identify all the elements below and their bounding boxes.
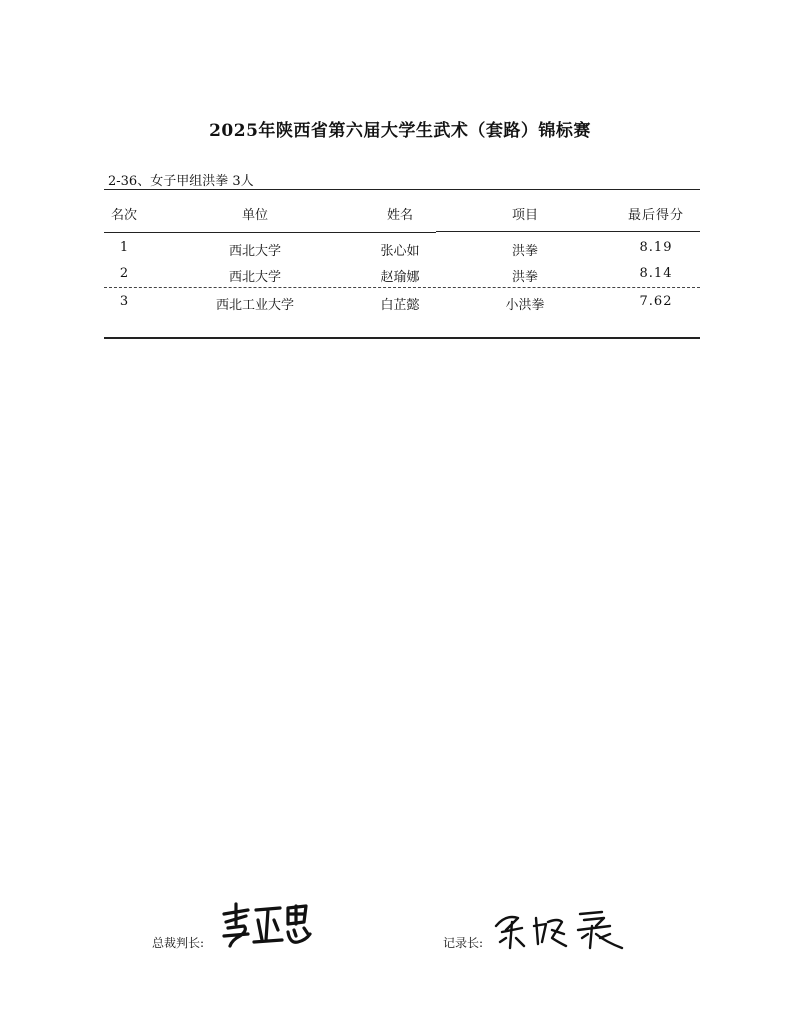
- header-rank: 名次: [110, 208, 137, 223]
- recorder-signature: [492, 908, 628, 952]
- table-bottom-rule: [104, 337, 700, 339]
- event-subtitle: 2-36、女子甲组洪拳 3人: [108, 174, 254, 189]
- recorder-label: 记录长:: [443, 936, 484, 950]
- page-title: 2025年陕西省第六届大学生武术（套路）锦标赛: [209, 121, 591, 141]
- row-item: 洪拳: [511, 270, 538, 285]
- row-unit: 西北大学: [228, 270, 281, 285]
- row-rank: 2: [119, 266, 129, 281]
- row-unit: 西北工业大学: [215, 298, 294, 313]
- row-rank: 3: [119, 294, 129, 309]
- row-rank: 1: [119, 240, 129, 255]
- row-score: 8.19: [639, 240, 673, 255]
- row-unit: 西北大学: [228, 244, 281, 259]
- header-item: 项目: [511, 208, 538, 223]
- row-item: 小洪拳: [505, 298, 545, 313]
- row-item: 洪拳: [511, 244, 538, 259]
- row-name: 张心如: [380, 244, 420, 259]
- header-name: 姓名: [386, 208, 413, 223]
- table-top-rule: [104, 189, 700, 190]
- header-unit: 单位: [241, 208, 268, 223]
- header-bottom-rule-left: [104, 232, 436, 233]
- chief-referee-signature: [218, 900, 314, 952]
- header-score: 最后得分: [627, 208, 684, 223]
- header-bottom-rule-right: [436, 231, 700, 232]
- row-score: 7.62: [639, 294, 673, 309]
- row-name: 赵瑜娜: [380, 270, 420, 285]
- row-name: 白芷懿: [380, 298, 420, 313]
- row-divider-dashed: [104, 287, 700, 288]
- chief-referee-label: 总裁判长:: [152, 936, 205, 950]
- row-score: 8.14: [639, 266, 673, 281]
